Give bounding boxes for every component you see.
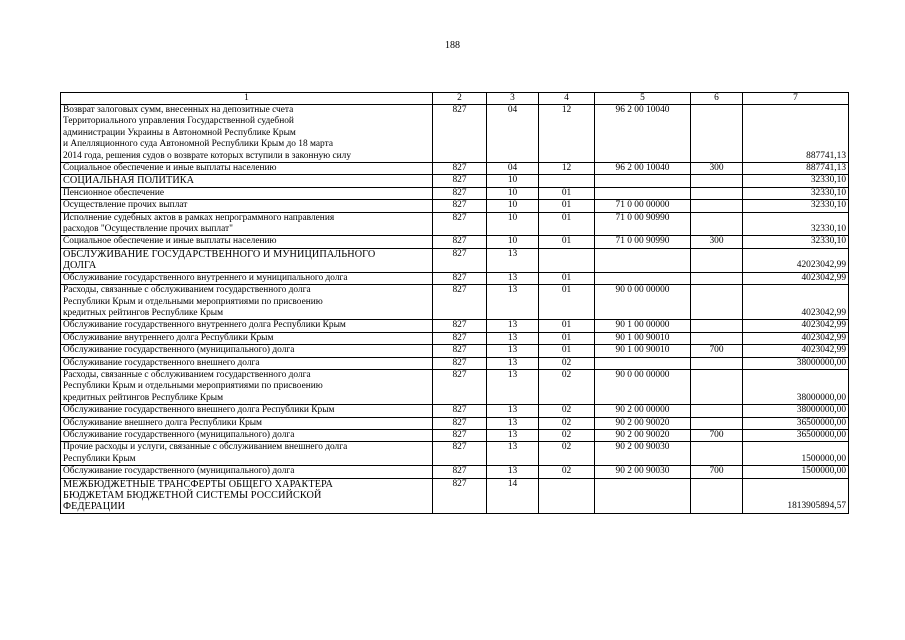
item-name-line: Обслуживание государственного внешнего долга Республики Крым [63, 405, 335, 416]
table-row [61, 442, 849, 466]
table-row [61, 429, 849, 441]
item-name-line: расходов "Осуществление прочих выплат" [63, 224, 233, 235]
expense-type-cell: 300 [691, 236, 743, 248]
target-article-cell [595, 187, 691, 199]
section-cell: 10 [487, 236, 539, 248]
grbs-cell: 827 [433, 357, 487, 369]
subsection-cell [539, 478, 595, 513]
item-name-line: Пенсионное обеспечение [63, 187, 165, 198]
expense-type-cell [691, 105, 743, 163]
table-row [61, 345, 849, 357]
expense-type-cell [691, 212, 743, 236]
section-cell: 10 [487, 200, 539, 212]
table-header-row [61, 93, 849, 105]
subsection-cell: 12 [539, 105, 595, 163]
section-cell: 13 [487, 272, 539, 284]
grbs-cell: 827 [433, 248, 487, 272]
subsection-cell: 02 [539, 466, 595, 478]
amount-cell: 32330,10 [743, 200, 849, 212]
grbs-cell: 827 [433, 478, 487, 513]
target-article-cell: 90 2 00 90020 [595, 417, 691, 429]
item-name-cell [61, 429, 433, 441]
item-name-line: Расходы, связанные с обслуживанием государственного долга [63, 285, 311, 296]
grbs-cell: 827 [433, 163, 487, 175]
section-cell: 13 [487, 332, 539, 344]
amount-cell: 38000000,00 [743, 405, 849, 417]
subsection-cell: 12 [539, 163, 595, 175]
item-name-line: Территориального управления Государственной судебной [63, 116, 294, 127]
table-row [61, 187, 849, 199]
table-row [61, 236, 849, 248]
target-article-cell [595, 357, 691, 369]
table-row [61, 405, 849, 417]
grbs-cell: 827 [433, 429, 487, 441]
item-name-cell [61, 345, 433, 357]
table-row [61, 466, 849, 478]
item-name-line: Социальное обеспечение и иные выплаты населению [63, 163, 277, 174]
grbs-cell: 827 [433, 466, 487, 478]
amount-cell: 1500000,00 [743, 442, 849, 466]
grbs-cell: 827 [433, 175, 487, 187]
target-article-cell [595, 478, 691, 513]
item-name-line: Социальное обеспечение и иные выплаты населению [63, 236, 277, 247]
amount-cell: 38000000,00 [743, 357, 849, 369]
table-row [61, 285, 849, 320]
table-row [61, 320, 849, 332]
amount-cell: 887741,13 [743, 105, 849, 163]
grbs-cell: 827 [433, 187, 487, 199]
item-name-cell [61, 248, 433, 272]
expense-type-cell [691, 285, 743, 320]
item-name-line: кредитных рейтингов Республике Крым [63, 392, 224, 403]
subsection-cell: 01 [539, 236, 595, 248]
grbs-cell: 827 [433, 212, 487, 236]
table-row [61, 248, 849, 272]
item-name-line: Расходы, связанные с обслуживанием государственного долга [63, 369, 311, 380]
item-name-line: МЕЖБЮДЖЕТНЫЕ ТРАНСФЕРТЫ ОБЩЕГО ХАРАКТЕРА [63, 478, 333, 490]
amount-cell: 32330,10 [743, 236, 849, 248]
amount-cell: 1500000,00 [743, 466, 849, 478]
item-name-cell [61, 466, 433, 478]
expense-type-cell [691, 248, 743, 272]
target-article-cell: 90 2 00 90030 [595, 466, 691, 478]
grbs-cell: 827 [433, 369, 487, 404]
amount-cell: 42023042,99 [743, 248, 849, 272]
expense-type-cell [691, 187, 743, 199]
subsection-cell: 01 [539, 345, 595, 357]
expense-type-cell [691, 332, 743, 344]
section-cell: 13 [487, 285, 539, 320]
amount-cell: 38000000,00 [743, 369, 849, 404]
table-row [61, 478, 849, 513]
grbs-cell: 827 [433, 236, 487, 248]
item-name-line: и Апелляционного суда Автономной Республики Крым до 18 марта [63, 139, 333, 150]
amount-cell: 4023042,99 [743, 285, 849, 320]
header-cell: 3 [487, 93, 539, 105]
item-name-line: СОЦИАЛЬНАЯ ПОЛИТИКА [63, 175, 195, 187]
amount-cell: 1813905894,57 [743, 478, 849, 513]
item-name-line: Обслуживание государственного внутреннего и муниципального долга [63, 272, 348, 283]
item-name-line: Исполнение судебных актов в рамках непрограммного направления [63, 212, 335, 223]
section-cell: 13 [487, 442, 539, 466]
item-name-cell [61, 105, 433, 163]
section-cell: 13 [487, 405, 539, 417]
expense-type-cell: 700 [691, 429, 743, 441]
target-article-cell [595, 272, 691, 284]
subsection-cell: 02 [539, 442, 595, 466]
expense-type-cell [691, 320, 743, 332]
section-cell: 13 [487, 345, 539, 357]
target-article-cell: 90 1 00 90010 [595, 345, 691, 357]
item-name-line: Осуществление прочих выплат [63, 200, 188, 211]
grbs-cell: 827 [433, 200, 487, 212]
item-name-cell [61, 405, 433, 417]
subsection-cell: 01 [539, 272, 595, 284]
item-name-cell [61, 417, 433, 429]
item-name-cell [61, 272, 433, 284]
section-cell: 10 [487, 212, 539, 236]
item-name-line: Республики Крым и отдельными мероприятиями по присвоению [63, 381, 323, 392]
target-article-cell: 71 0 00 00000 [595, 200, 691, 212]
target-article-cell: 90 2 00 90030 [595, 442, 691, 466]
subsection-cell [539, 248, 595, 272]
item-name-cell [61, 285, 433, 320]
item-name-line: ФЕДЕРАЦИИ [63, 501, 126, 513]
target-article-cell: 90 2 00 00000 [595, 405, 691, 417]
target-article-cell: 90 1 00 00000 [595, 320, 691, 332]
section-cell: 10 [487, 175, 539, 187]
item-name-line: Республики Крым [63, 453, 136, 464]
table-row [61, 357, 849, 369]
target-article-cell: 90 0 00 00000 [595, 285, 691, 320]
expense-type-cell [691, 369, 743, 404]
expense-type-cell: 700 [691, 466, 743, 478]
item-name-line: Обслуживание внутреннего долга Республики Крым [63, 332, 274, 343]
item-name-cell [61, 200, 433, 212]
table-row [61, 200, 849, 212]
target-article-cell: 71 0 00 90990 [595, 236, 691, 248]
header-cell: 7 [743, 93, 849, 105]
grbs-cell: 827 [433, 345, 487, 357]
target-article-cell [595, 248, 691, 272]
table-row [61, 272, 849, 284]
expense-type-cell [691, 478, 743, 513]
item-name-line: Обслуживание внешнего долга Республики Крым [63, 417, 262, 428]
table-row [61, 212, 849, 236]
expense-type-cell: 300 [691, 163, 743, 175]
expense-type-cell [691, 357, 743, 369]
section-cell: 13 [487, 417, 539, 429]
item-name-cell [61, 187, 433, 199]
subsection-cell [539, 175, 595, 187]
amount-cell: 32330,10 [743, 175, 849, 187]
item-name-cell [61, 369, 433, 404]
subsection-cell: 02 [539, 357, 595, 369]
grbs-cell: 827 [433, 442, 487, 466]
expense-type-cell [691, 175, 743, 187]
expense-type-cell [691, 200, 743, 212]
amount-cell: 36500000,00 [743, 417, 849, 429]
item-name-cell [61, 163, 433, 175]
section-cell: 13 [487, 320, 539, 332]
item-name-line: ОБСЛУЖИВАНИЕ ГОСУДАРСТВЕННОГО И МУНИЦИПАЛЬНОГО [63, 248, 376, 260]
grbs-cell: 827 [433, 332, 487, 344]
section-cell: 13 [487, 369, 539, 404]
expense-type-cell [691, 442, 743, 466]
header-cell: 2 [433, 93, 487, 105]
item-name-line: 2014 года, решения судов о возврате которых вступили в законную силу [63, 150, 352, 161]
section-cell: 04 [487, 105, 539, 163]
table-row [61, 417, 849, 429]
target-article-cell: 90 0 00 00000 [595, 369, 691, 404]
grbs-cell: 827 [433, 105, 487, 163]
item-name-cell [61, 357, 433, 369]
subsection-cell: 01 [539, 212, 595, 236]
table-row [61, 175, 849, 187]
amount-cell: 4023042,99 [743, 345, 849, 357]
item-name-line: ДОЛГА [63, 260, 97, 272]
item-name-line: Обслуживание государственного (муниципального) долга [63, 466, 295, 477]
budget-table [60, 92, 849, 514]
item-name-cell [61, 332, 433, 344]
header-cell: 5 [595, 93, 691, 105]
section-cell: 10 [487, 187, 539, 199]
item-name-line: Обслуживание государственного внутреннего долга Республики Крым [63, 320, 346, 331]
item-name-cell [61, 320, 433, 332]
grbs-cell: 827 [433, 285, 487, 320]
expense-type-cell [691, 417, 743, 429]
item-name-line: Прочие расходы и услуги, связанные с обслуживанием внешнего долга [63, 442, 348, 453]
subsection-cell: 02 [539, 369, 595, 404]
amount-cell: 36500000,00 [743, 429, 849, 441]
item-name-cell [61, 478, 433, 513]
amount-cell: 4023042,99 [743, 272, 849, 284]
target-article-cell: 96 2 00 10040 [595, 163, 691, 175]
item-name-line: кредитных рейтингов Республике Крым [63, 307, 224, 318]
expense-type-cell [691, 272, 743, 284]
subsection-cell: 01 [539, 332, 595, 344]
subsection-cell: 01 [539, 320, 595, 332]
table-row [61, 369, 849, 404]
subsection-cell: 02 [539, 417, 595, 429]
target-article-cell: 96 2 00 10040 [595, 105, 691, 163]
table-row [61, 105, 849, 163]
expense-type-cell [691, 405, 743, 417]
item-name-cell [61, 175, 433, 187]
amount-cell: 4023042,99 [743, 320, 849, 332]
subsection-cell: 01 [539, 285, 595, 320]
header-cell: 1 [61, 93, 433, 105]
page-number: 188 [445, 40, 460, 51]
subsection-cell: 02 [539, 429, 595, 441]
section-cell: 04 [487, 163, 539, 175]
item-name-cell [61, 442, 433, 466]
item-name-line: Обслуживание государственного (муниципального) долга [63, 429, 295, 440]
section-cell: 13 [487, 429, 539, 441]
grbs-cell: 827 [433, 272, 487, 284]
section-cell: 13 [487, 357, 539, 369]
section-cell: 14 [487, 478, 539, 513]
target-article-cell: 90 2 00 90020 [595, 429, 691, 441]
expense-type-cell: 700 [691, 345, 743, 357]
target-article-cell: 71 0 00 90990 [595, 212, 691, 236]
header-cell: 6 [691, 93, 743, 105]
table-row [61, 332, 849, 344]
item-name-line: Республики Крым и отдельными мероприятиями по присвоению [63, 296, 323, 307]
section-cell: 13 [487, 466, 539, 478]
item-name-line: Возврат залоговых сумм, внесенных на депозитные счета [63, 105, 294, 115]
section-cell: 13 [487, 248, 539, 272]
item-name-cell [61, 236, 433, 248]
subsection-cell: 02 [539, 405, 595, 417]
table-row [61, 163, 849, 175]
amount-cell: 32330,10 [743, 187, 849, 199]
item-name-line: Обслуживание государственного (муниципального) долга [63, 345, 295, 356]
grbs-cell: 827 [433, 417, 487, 429]
subsection-cell: 01 [539, 187, 595, 199]
amount-cell: 32330,10 [743, 212, 849, 236]
amount-cell: 887741,13 [743, 163, 849, 175]
item-name-cell [61, 212, 433, 236]
header-cell: 4 [539, 93, 595, 105]
grbs-cell: 827 [433, 405, 487, 417]
amount-cell: 4023042,99 [743, 332, 849, 344]
target-article-cell: 90 1 00 90010 [595, 332, 691, 344]
item-name-line: БЮДЖЕТАМ БЮДЖЕТНОЙ СИСТЕМЫ РОССИЙСКОЙ [63, 490, 322, 501]
item-name-line: администрации Украины в Автономной Республике Крым [63, 127, 296, 138]
subsection-cell: 01 [539, 200, 595, 212]
grbs-cell: 827 [433, 320, 487, 332]
target-article-cell [595, 175, 691, 187]
item-name-line: Обслуживание государственного внешнего долга [63, 357, 260, 368]
